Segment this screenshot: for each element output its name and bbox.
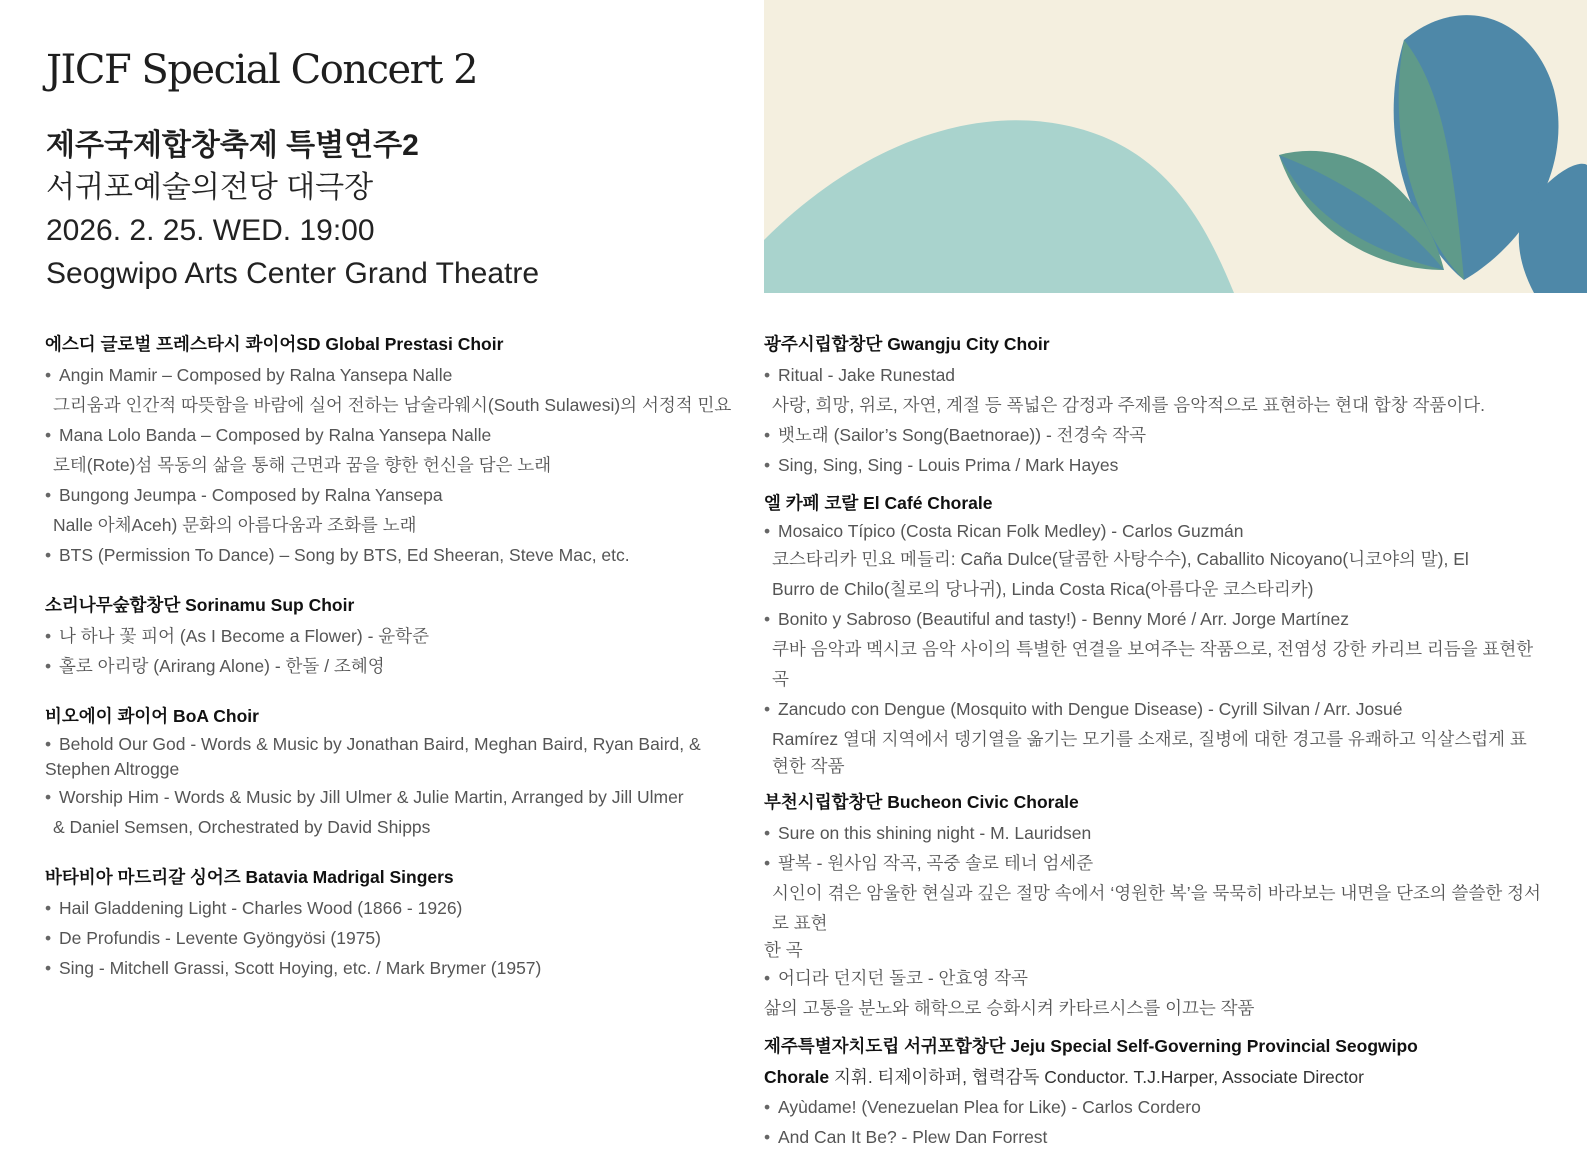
header-artwork bbox=[764, 0, 1587, 293]
program-note: 쿠바 음악과 멕시코 음악 사이의 특별한 연결을 보여주는 작품으로, 전염성 강한 카리브 리듬을 표현한 곡 bbox=[772, 639, 1534, 689]
concert-datetime: 2026. 2. 25. WED. 19:00 bbox=[46, 214, 375, 247]
program-item: • Mosaico Típico (Costa Rican Folk Medley) - Carlos Guzmán bbox=[764, 519, 1554, 544]
bullet: • bbox=[764, 1127, 771, 1147]
bullet: • bbox=[764, 823, 771, 843]
program-right-column bbox=[764, 331, 1554, 1162]
choir-name: 비오에이 콰이어 BoA Choir bbox=[45, 706, 259, 726]
program-item: • Sure on this shining night - M. Lauridsen bbox=[764, 818, 1554, 848]
bullet: • bbox=[764, 425, 771, 445]
program-item: • Zancudo con Dengue (Mosquito with Dengue Disease) - Cyrill Silvan / Arr. Josué bbox=[764, 694, 1554, 724]
choir-section bbox=[45, 331, 745, 570]
bullet: • bbox=[45, 485, 52, 505]
bullet: • bbox=[45, 425, 52, 445]
choir-section bbox=[764, 1033, 1554, 1152]
leaf-illustration bbox=[764, 0, 1587, 293]
program-item: • Bungong Jeumpa - Composed by Ralna Yansepa bbox=[45, 480, 745, 510]
program-item: • Ayùdame! (Venezuelan Plea for Like) - Carlos Cordero bbox=[764, 1092, 1554, 1122]
concert-title-kr: 제주국제합창축제 특별연주2 bbox=[46, 129, 419, 162]
program-item-continued: & Daniel Semsen, Orchestrated by David Shipps bbox=[53, 817, 431, 837]
concert-logo: JICF Special Concert 2 bbox=[46, 47, 478, 93]
bullet: • bbox=[45, 928, 52, 948]
bullet: • bbox=[45, 958, 52, 978]
program-item-continued: Stephen Altrogge bbox=[45, 759, 180, 779]
program-note: 한 곡 bbox=[764, 940, 803, 960]
choir-name: 광주시립합창단 Gwangju City Choir bbox=[764, 334, 1050, 354]
bullet: • bbox=[45, 734, 52, 754]
program-item: • Behold Our God - Words & Music by Jonathan Baird, Meghan Baird, Ryan Baird, & bbox=[45, 732, 745, 757]
program-item: • Hail Gladdening Light - Charles Wood (1866 - 1926) bbox=[45, 893, 745, 923]
choir-name: 에스디 글로벌 프레스타시 콰이어SD Global Prestasi Choir bbox=[45, 334, 504, 354]
bullet: • bbox=[764, 455, 771, 475]
bullet: • bbox=[45, 898, 52, 918]
choir-section bbox=[45, 864, 745, 983]
concert-header bbox=[46, 44, 746, 295]
program-note: Burro de Chilo(칠로의 당나귀), Linda Costa Rica(아름다운 코스타리카) bbox=[772, 579, 1314, 599]
program-note: Nalle 아체Aceh) 문화의 아름다움과 조화를 노래 bbox=[53, 515, 417, 535]
program-item: • 나 하나 꽃 피어 (As I Become a Flower) - 윤학준 bbox=[45, 621, 745, 651]
bullet: • bbox=[764, 968, 771, 988]
program-item: • De Profundis - Levente Gyöngyösi (1975) bbox=[45, 923, 745, 953]
program-note: 시인이 겪은 암울한 현실과 깊은 절망 속에서 ‘영원한 복’을 묵묵히 바라보는 내면을 단조의 쓸쓸한 정서로 표현 bbox=[772, 883, 1541, 933]
program-note: 현한 작품 bbox=[772, 756, 845, 776]
bullet: • bbox=[45, 656, 52, 676]
choir-name: 소리나무숲합창단 Sorinamu Sup Choir bbox=[45, 595, 355, 615]
venue-kr: 서귀포예술의전당 대극장 bbox=[46, 171, 374, 204]
bullet: • bbox=[764, 609, 771, 629]
choir-name: 바타비아 마드리갈 싱어즈 Batavia Madrigal Singers bbox=[45, 867, 454, 887]
choir-section bbox=[45, 592, 745, 681]
program-item: • Ritual - Jake Runestad bbox=[764, 360, 1554, 390]
program-item: • BTS (Permission To Dance) – Song by BTS, Ed Sheeran, Steve Mac, etc. bbox=[45, 540, 745, 570]
bullet: • bbox=[45, 787, 52, 807]
choir-section bbox=[764, 490, 1554, 779]
bullet: • bbox=[764, 853, 771, 873]
program-note: 사랑, 희망, 위로, 자연, 계절 등 폭넓은 감정과 주제를 음악적으로 표현하는 현대 합창 작품이다. bbox=[772, 395, 1485, 415]
venue-en: Seogwipo Arts Center Grand Theatre bbox=[46, 257, 540, 290]
choir-name: 엘 카페 코랄 El Café Chorale bbox=[764, 493, 993, 513]
bullet: • bbox=[764, 1097, 771, 1117]
program-left-column bbox=[45, 331, 745, 1005]
program-item: • And Can It Be? - Plew Dan Forrest bbox=[764, 1122, 1554, 1152]
program-note: 코스타리카 민요 메들리: Caña Dulce(달콤한 사탕수수), Caballito Nicoyano(니코야의 말), El bbox=[772, 549, 1469, 569]
bullet: • bbox=[764, 699, 771, 719]
program-item: • 뱃노래 (Sailor’s Song(Baetnorae)) - 전경숙 작곡 bbox=[764, 420, 1554, 450]
program-note: 로테(Rote)섬 목동의 삶을 통해 근면과 꿈을 향한 헌신을 담은 노래 bbox=[53, 455, 552, 475]
program-item: • Mana Lolo Banda – Composed by Ralna Yansepa Nalle bbox=[45, 420, 745, 450]
bullet: • bbox=[764, 521, 771, 541]
choir-section bbox=[45, 703, 745, 842]
program-item: • 팔복 - 원사임 작곡, 곡중 솔로 테너 엄세준 bbox=[764, 848, 1554, 878]
choir-name-continued: Chorale bbox=[764, 1067, 830, 1087]
program-item: • Angin Mamir – Composed by Ralna Yansepa Nalle bbox=[45, 360, 745, 390]
program-item: • Worship Him - Words & Music by Jill Ulmer & Julie Martin, Arranged by Jill Ulmer bbox=[45, 782, 745, 812]
choir-name: 제주특별자치도립 서귀포합창단 Jeju Special Self-Governing Provincial Seogwipo bbox=[764, 1036, 1418, 1056]
program-item: • Sing - Mitchell Grassi, Scott Hoying, etc. / Mark Brymer (1957) bbox=[45, 953, 745, 983]
program-note: 삶의 고통을 분노와 해학으로 승화시켜 카타르시스를 이끄는 작품 bbox=[764, 998, 1255, 1018]
program-note: 그리움과 인간적 따뜻함을 바람에 실어 전하는 남술라웨시(South Sulawesi)의 서정적 민요 bbox=[53, 395, 732, 415]
conductor-credit: Chorale 지휘. 티제이하퍼, 협력감독 Conductor. T.J.Harper, Associate Director bbox=[764, 1067, 1364, 1087]
bullet: • bbox=[45, 365, 52, 385]
bullet: • bbox=[45, 545, 52, 565]
program-item: • Bonito y Sabroso (Beautiful and tasty!) - Benny Moré / Arr. Jorge Martínez bbox=[764, 604, 1554, 634]
bullet: • bbox=[764, 365, 771, 385]
choir-section bbox=[764, 331, 1554, 480]
program-item: • 홀로 아리랑 (Arirang Alone) - 한돌 / 조혜영 bbox=[45, 651, 745, 681]
choir-section bbox=[764, 789, 1554, 1023]
choir-name: 부천시립합창단 Bucheon Civic Chorale bbox=[764, 792, 1079, 812]
bullet: • bbox=[45, 626, 52, 646]
program-item: • 어디라 던지던 돌코 - 안효영 작곡 bbox=[764, 963, 1554, 993]
program-note: Ramírez 열대 지역에서 뎅기열을 옮기는 모기를 소재로, 질병에 대한 경고를 유쾌하고 익살스럽게 표 bbox=[772, 729, 1527, 749]
program-item: • Sing, Sing, Sing - Louis Prima / Mark Hayes bbox=[764, 450, 1554, 480]
